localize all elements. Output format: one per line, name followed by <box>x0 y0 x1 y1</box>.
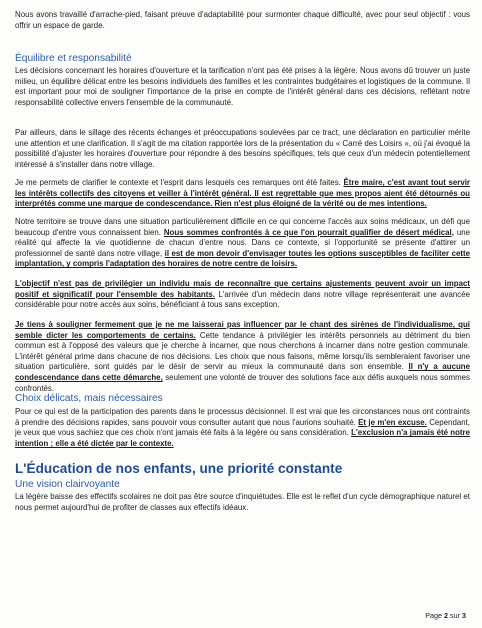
objectif-emphasis: L'objectif n'est pas de privilégier un individu mais de reconnaître que certains ajustements peuvent avoir un impact positif et significatif pour l'ensemble des habitants. <box>15 279 470 299</box>
paragraph-clarifier <box>15 178 470 210</box>
section-heading-education: L'Éducation de nos enfants, une priorité constante <box>15 461 343 476</box>
territoire-text-2: une réalité qui affecte la vie quotidienne de chacun d'entre nous. Dans ce contexte, si l'opportunité se présente d'attirer un professionnel de santé dans notre village, <box>15 227 470 258</box>
territoire-text-1: Notre territoire se trouve dans une situation particulièrement difficile en ce qui concerne l'accès aux soins médicaux, un défi que beaucoup d'entre vous connaissent bien. <box>15 217 470 237</box>
territoire-emphasis-1: Nous sommes confrontés à ce que l'on pourrait qualifier de désert médical, <box>163 227 454 237</box>
page-total: 3 <box>462 611 466 620</box>
paragraph-effectifs: La légère baisse des effectifs scolaires ne doit pas être source d'inquiétudes. Elle est le reflet d'un cycle démographique naturel et nous permet aujourd'hui de profiter de classes aux effectifs idéaux. <box>15 492 470 512</box>
individualisme-emphasis-2: Il n'y a aucune condescendance dans cette démarche, <box>15 362 470 382</box>
clarifier-emphasis: Être maire, c'est avant tout servir les intérêts collectifs des citoyens et veiller à l'intérêt général. Il est regrettable que mes propos aient été détournés ou interprétés comme une marque de condescendance. Rien n'est plus éloigné de la vérité ou de mes intentions. <box>15 178 470 209</box>
intro-paragraph: Nous avons travaillé d'arrache-pied, faisant preuve d'adaptabilité pour surmonter chaque difficulté, avec pour seul objectif : vous offrir un espace de garde. <box>15 10 470 30</box>
participation-text-1: Pour ce qui est de la participation des parents dans le processus décisionnel. Il est vrai que les circonstances nous ont contraints à prendre des décisions rapides, sans pouvoir vous consulter autant que nous l'aurions souhaité. <box>15 407 470 427</box>
individualisme-emphasis: Je tiens à souligner fermement que je ne me laisserai pas influencer par le chant des sirènes de l'individualisme, qui semble dicter les comportements de certains. <box>15 320 470 340</box>
objectif-text: L'arrivée d'un médecin dans notre village représenterait une avancée considérable pour notre accès aux soins, bénéficiant à tous sans exception. <box>15 289 470 310</box>
paragraph-objectif <box>15 279 470 311</box>
section-subheading-vision: Une vision clairvoyante <box>15 479 120 490</box>
page-number: 2 <box>444 611 448 620</box>
paragraph-territoire <box>15 217 470 270</box>
participation-text-2: Cependant, je veux que vous sachiez que ces choix n'ont jamais été faits à la légère ou sans considération. <box>15 417 470 438</box>
paragraph-decisions: Les décisions concernant les horaires d'ouverture et la tarification n'ont pas été prises à la légère. Nous avons dû trouver un juste milieu, un équilibre délicat entre les besoins individuels des familles et les contraintes budgétaires et logistiques de la commune. Il est important pour moi de souligner l'importance de la prise en compte de l'intérêt général dans ces décisions, reflétant notre responsabilité collective envers l'ensemble de la communauté. <box>15 66 470 107</box>
paragraph-sillage: Par ailleurs, dans le sillage des récents échanges et préoccupations soulevées par ce tract, une déclaration en particulier mérite une attention et une clarification. Il s'agit de ma citation rapportée lors de la présentation du « Carré des Loisirs », où j'ai évoqué la possibilité d'ajuster les horaires d'ouverture pour répondre à des besoins spécifiques, tels que ceux d'un médecin potentiellement intéressé à s'installer dans notre village. <box>15 128 470 169</box>
individualisme-text-2: seulement une volonté de trouver des solutions face aux défis auxquels nous sommes confrontés. <box>15 372 470 393</box>
page-label: Page <box>425 611 442 620</box>
section-heading-equilibre: Équilibre et responsabilité <box>15 53 132 64</box>
individualisme-text-1: Cette tendance à privilégier les intérêts personnels au détriment du bien commun est à l'opposé des valeurs que je cherche à incarner, que nous cherchons à incarner dans notre gestion communale. L'intérêt général prime dans chacune de nos décisions. Les choix que nous faisons, même lorsqu'ils sembleraient favoriser une situation particulière, sont guidés par le désir de servir au mieux la communauté dans son ensemble. <box>15 330 470 372</box>
participation-emphasis-1: Et je m'en excuse. <box>358 417 427 427</box>
paragraph-individualisme <box>15 320 470 394</box>
territoire-emphasis-2: il est de mon devoir d'envisager toutes les options susceptibles de faciliter cette implantation, y compris l'adaptation des horaires de notre centre de loisirs. <box>15 248 471 269</box>
page-sep: sur <box>450 611 460 620</box>
page-footer <box>425 611 466 620</box>
section-heading-choix: Choix délicats, mais nécessaires <box>15 393 163 404</box>
clarifier-text: Je me permets de clarifier le contexte et l'esprit dans lesquels ces remarques ont été faites. <box>15 178 344 187</box>
paragraph-participation <box>15 407 470 449</box>
participation-emphasis-2: L'exclusion n'a jamais été notre intention ; elle a été dictée par le contexte. <box>15 428 470 448</box>
